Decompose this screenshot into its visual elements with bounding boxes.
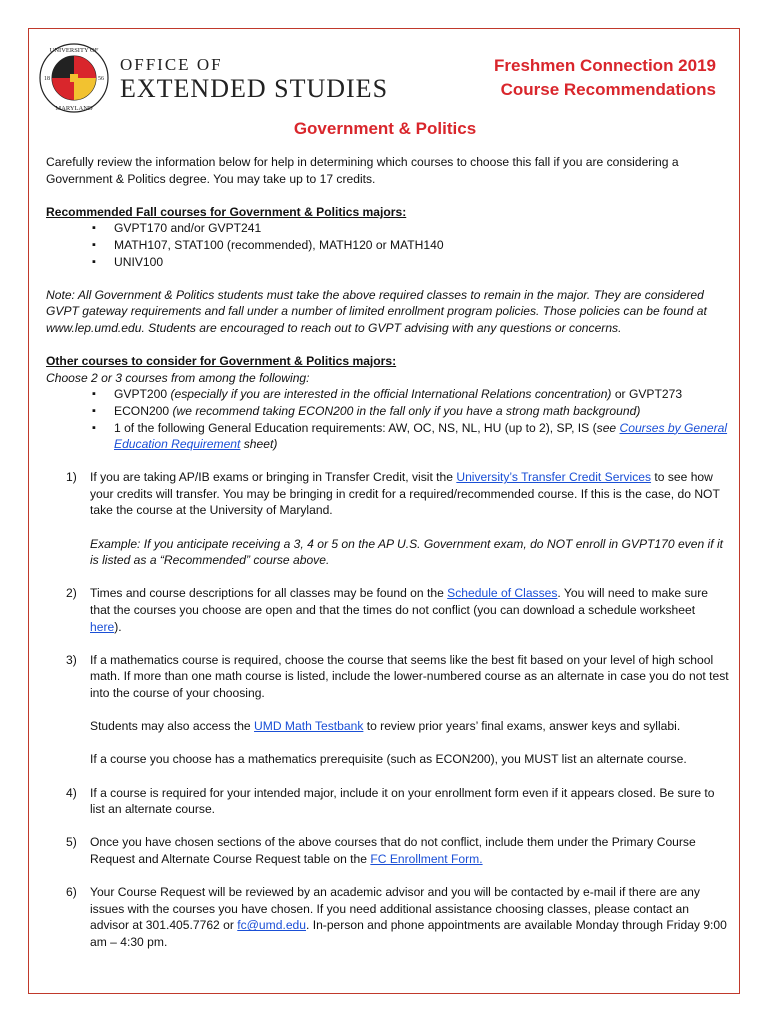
transfer-credit-link[interactable]: University’s Transfer Credit Services (456, 470, 652, 485)
step-item: 4) If a course is required for your intended major, include it on your enrollment form even if it appears closed. Be sure to list an alternate course. (66, 785, 715, 817)
header (38, 42, 728, 114)
step-item: 5) Once you have chosen sections of the above courses that do not conflict, include them under the Primary Course Request and Alternate Course Request table on the FC Enrollment Form. (66, 835, 696, 866)
step-item: 2) Times and course descriptions for all classes may be found on the Schedule of Classes. You will need to make sure that the courses you choose are open and that the times do not conflict (you can download a schedule worksheet here). (66, 586, 709, 634)
step-item: 1) If you are taking AP/IB exams or bringing in Transfer Credit, visit the University’s Transfer Credit Services to see how your credits will transfer. You may be bringing in credit for a required/recommended course. If this is the case, do NOT take the course at the University of Maryland. Example: If you anticipate receiving a 3, 4 or 5 on the AP U.S. Government exam, do NOT enroll in GVPT170 even if it is listed as a “Recommended” course above. (66, 470, 723, 568)
other-heading: Other courses to consider for Government & Politics majors: (46, 354, 397, 369)
other-list (46, 386, 730, 452)
step-item: 6) Your Course Request will be reviewed by an academic advisor and you will be contacted by e-mail if there are any issues with the courses you have chosen. If you need additional assistance choosing classes, please contact an advisor at 301.405.7762 or fc@umd.edu. In-person and phone appointments are available Monday through Friday 9:00 am – 4:30 pm. (66, 885, 727, 949)
recommended-heading: Recommended Fall courses for Government & Politics majors: (46, 204, 407, 219)
svg-text:UNIVERSITY OF: UNIVERSITY OF (49, 47, 99, 54)
email-link[interactable]: fc@umd.edu (237, 918, 306, 933)
list-item: ▪ UNIV100 (114, 254, 730, 271)
office-line-2: EXTENDED STUDIES (120, 74, 389, 103)
program-title-line-2: Course Recommendations (500, 80, 716, 99)
list-item: ▪ ECON200 (we recommend taking ECON200 in the fall only if you have a strong math background) (114, 403, 730, 420)
page-title: Government & Politics (293, 119, 477, 138)
list-item: ▪ GVPT200 (especially if you are interested in the official International Relations concentration) or GVPT273 (114, 386, 730, 403)
svg-text:56: 56 (98, 76, 104, 82)
office-name (120, 56, 388, 102)
step-item: 3) If a mathematics course is required, choose the course that seems like the best fit based on your level of high school math. If more than one math course is listed, include the lower-numbered course as an alternate in case you do not test into the course of your choosing. Students may also access the UMD Math Testbank to review prior years’ final exams, answer keys and syllabi. If a course you choose has a mathematics prerequisite (such as ECON200), you MUST list an alternate course. (66, 652, 729, 767)
math-testbank-link[interactable]: UMD Math Testbank (254, 719, 364, 734)
recommended-list (46, 220, 730, 270)
worksheet-link[interactable]: here (90, 619, 115, 634)
enrollment-form-link[interactable]: FC Enrollment Form. (370, 851, 483, 866)
list-item: ▪ MATH107, STAT100 (recommended), MATH120 or MATH140 (114, 237, 730, 254)
intro-paragraph: Carefully review the information below for help in determining which courses to choose this fall if you are considering a Government & Politics degree. You may take up to 17 credits. (46, 155, 679, 186)
office-line-1: OFFICE OF (120, 55, 223, 74)
note-paragraph: Note: All Government & Politics students must take the above required classes to remain in the major. They are considered GVPT gateway requirements and fall under a number of limited enrollment program policies. Those policies can be found at www.lep.umd.edu. Students are encouraged to reach out to GVPT advising with any questions or concerns. (46, 287, 707, 335)
program-title-line-1: Freshmen Connection 2019 (493, 56, 716, 75)
program-title (494, 54, 716, 102)
document-body (46, 154, 730, 951)
other-subheading: Choose 2 or 3 courses from among the following: (46, 370, 310, 385)
svg-text:MARYLAND: MARYLAND (55, 105, 93, 112)
steps-list (46, 469, 730, 950)
svg-text:18: 18 (44, 76, 50, 82)
schedule-of-classes-link[interactable]: Schedule of Classes (447, 586, 558, 601)
university-seal-logo (38, 42, 110, 114)
list-item: ▪ GVPT170 and/or GVPT241 (114, 220, 730, 237)
list-item: ▪ 1 of the following General Education requirements: AW, OC, NS, NL, HU (up to 2), SP, IS (see Courses by General Education Requirement sheet) (114, 420, 730, 453)
gen-ed-link[interactable]: Courses by General Education Requirement (114, 420, 728, 452)
